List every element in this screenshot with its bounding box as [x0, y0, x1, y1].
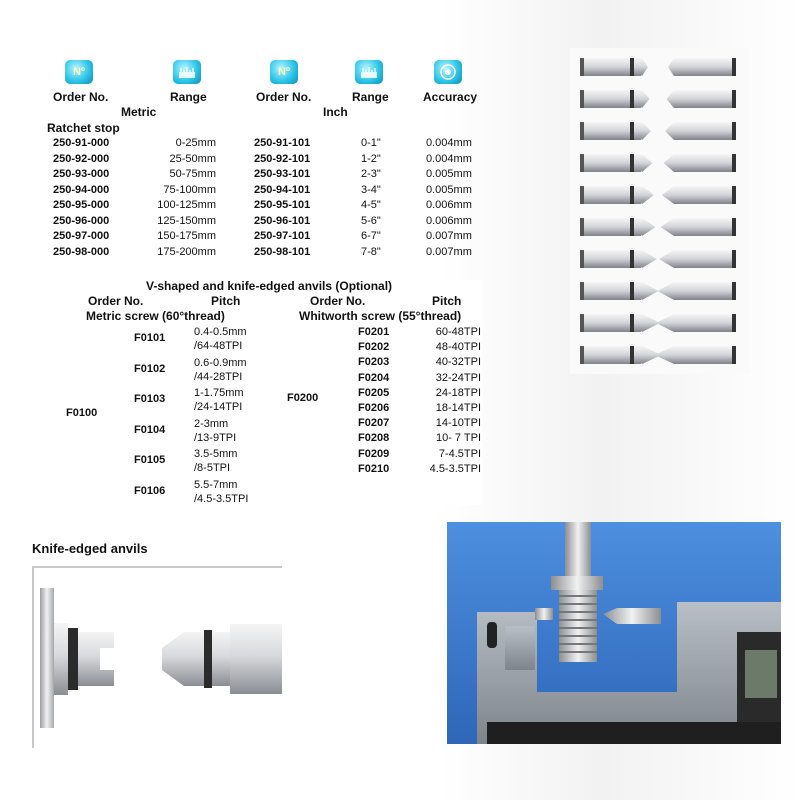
- whitworth-anvil-pitch: 7-4.5TPI: [438, 447, 481, 460]
- right-pitch-header: Pitch: [432, 294, 462, 308]
- inch-range: 7-8": [361, 245, 381, 258]
- whitworth-anvil-pitch: 48-40TPI: [435, 341, 481, 354]
- metric-anvil-code: F0103: [134, 393, 166, 405]
- metric-anvil-pitch-mm: 0.4-0.5mm: [194, 326, 247, 338]
- left-pitch-header: Pitch: [211, 294, 241, 308]
- range-inch-header: Range: [352, 90, 389, 104]
- metric-range: 25-50mm: [169, 152, 216, 165]
- metric-range: 150-175mm: [157, 230, 216, 242]
- anvil-pairs-svg: [570, 50, 750, 370]
- metric-order-no: 250-94-000: [53, 183, 110, 196]
- ruler-glyph: [360, 65, 378, 79]
- whitworth-anvil-code: F0203: [358, 356, 390, 369]
- metric-range: 100-125mm: [157, 199, 216, 211]
- anvil-pair: [580, 154, 736, 172]
- whitworth-anvil-pitch: 24-18TPI: [435, 386, 481, 399]
- whitworth-anvil-pitch: 32-24TPI: [435, 371, 481, 384]
- inch-range: 2-3": [361, 168, 381, 180]
- ruler-glyph: [178, 65, 196, 79]
- metric-order-no: 250-96-000: [53, 214, 110, 227]
- knife-anvil-drawing: [34, 568, 282, 748]
- right-group-code: F0200: [287, 392, 319, 404]
- metric-order-no: 250-95-000: [53, 199, 110, 211]
- accuracy-value: 0.007mm: [426, 245, 472, 258]
- micrometer-drawing: [447, 522, 781, 744]
- metric-anvil-pitch-mm: 0.6-0.9mm: [194, 356, 247, 369]
- number-icon: [270, 60, 298, 84]
- metric-anvil-pitch-tpi: /64-48TPI: [194, 340, 243, 352]
- anvil-pair: [580, 282, 736, 300]
- inch-range: 4-5": [361, 199, 381, 211]
- anvil-table-title: V-shaped and knife-edged anvils (Optional): [146, 279, 393, 293]
- micrometer-photo: [447, 522, 781, 744]
- inch-range: 0-1": [361, 137, 381, 149]
- metric-anvil-code: F0104: [134, 423, 166, 436]
- order-no-inch-header: Order No.: [256, 90, 312, 104]
- metric-anvil-pitch-mm: 1-1.75mm: [194, 387, 244, 399]
- inch-range: 1-2": [361, 152, 381, 165]
- whitworth-anvil-code: F0209: [358, 447, 390, 460]
- left-order-header: Order No.: [88, 294, 144, 308]
- inch-order-no: 250-91-101: [254, 137, 311, 149]
- whitworth-anvil-code: F0204: [358, 371, 390, 384]
- whitworth-anvil-pitch: 14-10TPI: [435, 417, 481, 430]
- metric-order-no: 250-97-000: [53, 230, 110, 242]
- metric-anvil-pitch-mm: 2-3mm: [194, 417, 229, 430]
- range-icon: [355, 60, 383, 84]
- anvil-pair: [580, 218, 736, 236]
- metric-anvil-pitch-tpi: /13-9TPI: [194, 431, 237, 444]
- inch-order-no: 250-97-101: [254, 230, 311, 242]
- inch-order-no: 250-95-101: [254, 199, 311, 211]
- metric-anvil-pitch-tpi: /8-5TPI: [194, 462, 231, 474]
- metric-order-no: 250-91-000: [53, 137, 110, 149]
- accuracy-value: 0.006mm: [426, 199, 472, 211]
- whitworth-anvil-pitch: 10- 7 TPI: [435, 432, 481, 445]
- metric-order-no: 250-93-000: [53, 168, 110, 180]
- accuracy-header: Accuracy: [423, 90, 478, 104]
- range-icon: [173, 60, 201, 84]
- anvil-pair: [580, 250, 736, 268]
- metric-anvil-code: F0101: [134, 332, 166, 344]
- number-icon-text: Nº: [278, 66, 290, 78]
- knife-section-title: Knife-edged anvils: [32, 541, 148, 556]
- anvil-pair: [580, 122, 736, 140]
- accuracy-value: 0.005mm: [426, 168, 472, 180]
- left-group-code: F0100: [66, 407, 98, 419]
- ratchet-stop-label: Ratchet stop: [47, 121, 120, 135]
- metric-range: 0-25mm: [175, 137, 216, 149]
- metric-anvil-code: F0106: [134, 484, 166, 497]
- whitworth-anvil-code: F0205: [358, 386, 390, 399]
- right-subheader: Whitworth screw (55°thread): [299, 309, 462, 323]
- knife-anvil-closeup: [32, 566, 282, 748]
- metric-label: Metric: [121, 105, 157, 119]
- metric-range: 125-150mm: [157, 214, 216, 227]
- inch-order-no: 250-93-101: [254, 168, 311, 180]
- metric-anvil-code: F0105: [134, 454, 166, 466]
- metric-anvil-pitch-tpi: /24-14TPI: [194, 401, 243, 413]
- metric-range: 50-75mm: [169, 168, 216, 180]
- metric-anvil-pitch-mm: 5.5-7mm: [194, 478, 238, 491]
- whitworth-anvil-code: F0201: [358, 326, 390, 338]
- inch-order-no: 250-94-101: [254, 183, 311, 196]
- whitworth-anvil-code: F0206: [358, 402, 390, 414]
- accuracy-value: 0.007mm: [426, 230, 472, 242]
- metric-anvil-code: F0102: [134, 362, 166, 375]
- metric-order-no: 250-92-000: [53, 152, 110, 165]
- anvil-pair: [580, 314, 736, 332]
- right-order-header: Order No.: [310, 294, 366, 308]
- whitworth-anvil-code: F0208: [358, 432, 390, 445]
- inch-order-no: 250-92-101: [254, 152, 311, 165]
- number-icon-text: Nº: [73, 66, 85, 78]
- accuracy-value: 0.005mm: [426, 183, 472, 196]
- left-subheader: Metric screw (60°thread): [86, 309, 225, 323]
- whitworth-anvil-code: F0202: [358, 341, 390, 354]
- anvil-pair: [580, 186, 736, 204]
- inch-order-no: 250-96-101: [254, 214, 311, 227]
- metric-anvil-pitch-tpi: /4.5-3.5TPI: [194, 492, 249, 505]
- anvil-pair: [580, 90, 736, 108]
- whitworth-anvil-code: F0210: [358, 462, 390, 475]
- inch-range: 3-4": [361, 183, 381, 196]
- metric-anvil-pitch-tpi: /44-28TPI: [194, 370, 243, 383]
- whitworth-anvil-pitch: 60-48TPI: [435, 326, 481, 338]
- accuracy-value: 0.004mm: [426, 152, 472, 165]
- accuracy-icon: [434, 60, 462, 84]
- accuracy-value: 0.004mm: [426, 137, 472, 149]
- whitworth-anvil-pitch: 18-14TPI: [435, 402, 481, 414]
- anvil-pair: [580, 58, 736, 76]
- accuracy-value: 0.006mm: [426, 214, 472, 227]
- whitworth-anvil-pitch: 40-32TPI: [435, 356, 481, 369]
- whitworth-anvil-pitch: 4.5-3.5TPI: [429, 462, 481, 475]
- target-glyph: [439, 63, 457, 81]
- inch-order-no: 250-98-101: [254, 245, 311, 258]
- anvil-pair: [580, 346, 736, 364]
- inch-range: 5-6": [361, 214, 381, 227]
- order-no-metric-header: Order No.: [53, 90, 109, 104]
- range-metric-header: Range: [170, 90, 207, 104]
- metric-order-no: 250-98-000: [53, 245, 110, 258]
- whitworth-anvil-code: F0207: [358, 417, 390, 430]
- metric-range: 175-200mm: [157, 245, 216, 258]
- inch-range: 6-7": [361, 230, 381, 242]
- metric-anvil-pitch-mm: 3.5-5mm: [194, 448, 238, 460]
- inch-label: Inch: [323, 105, 348, 119]
- metric-range: 75-100mm: [163, 183, 216, 196]
- number-icon: [65, 60, 93, 84]
